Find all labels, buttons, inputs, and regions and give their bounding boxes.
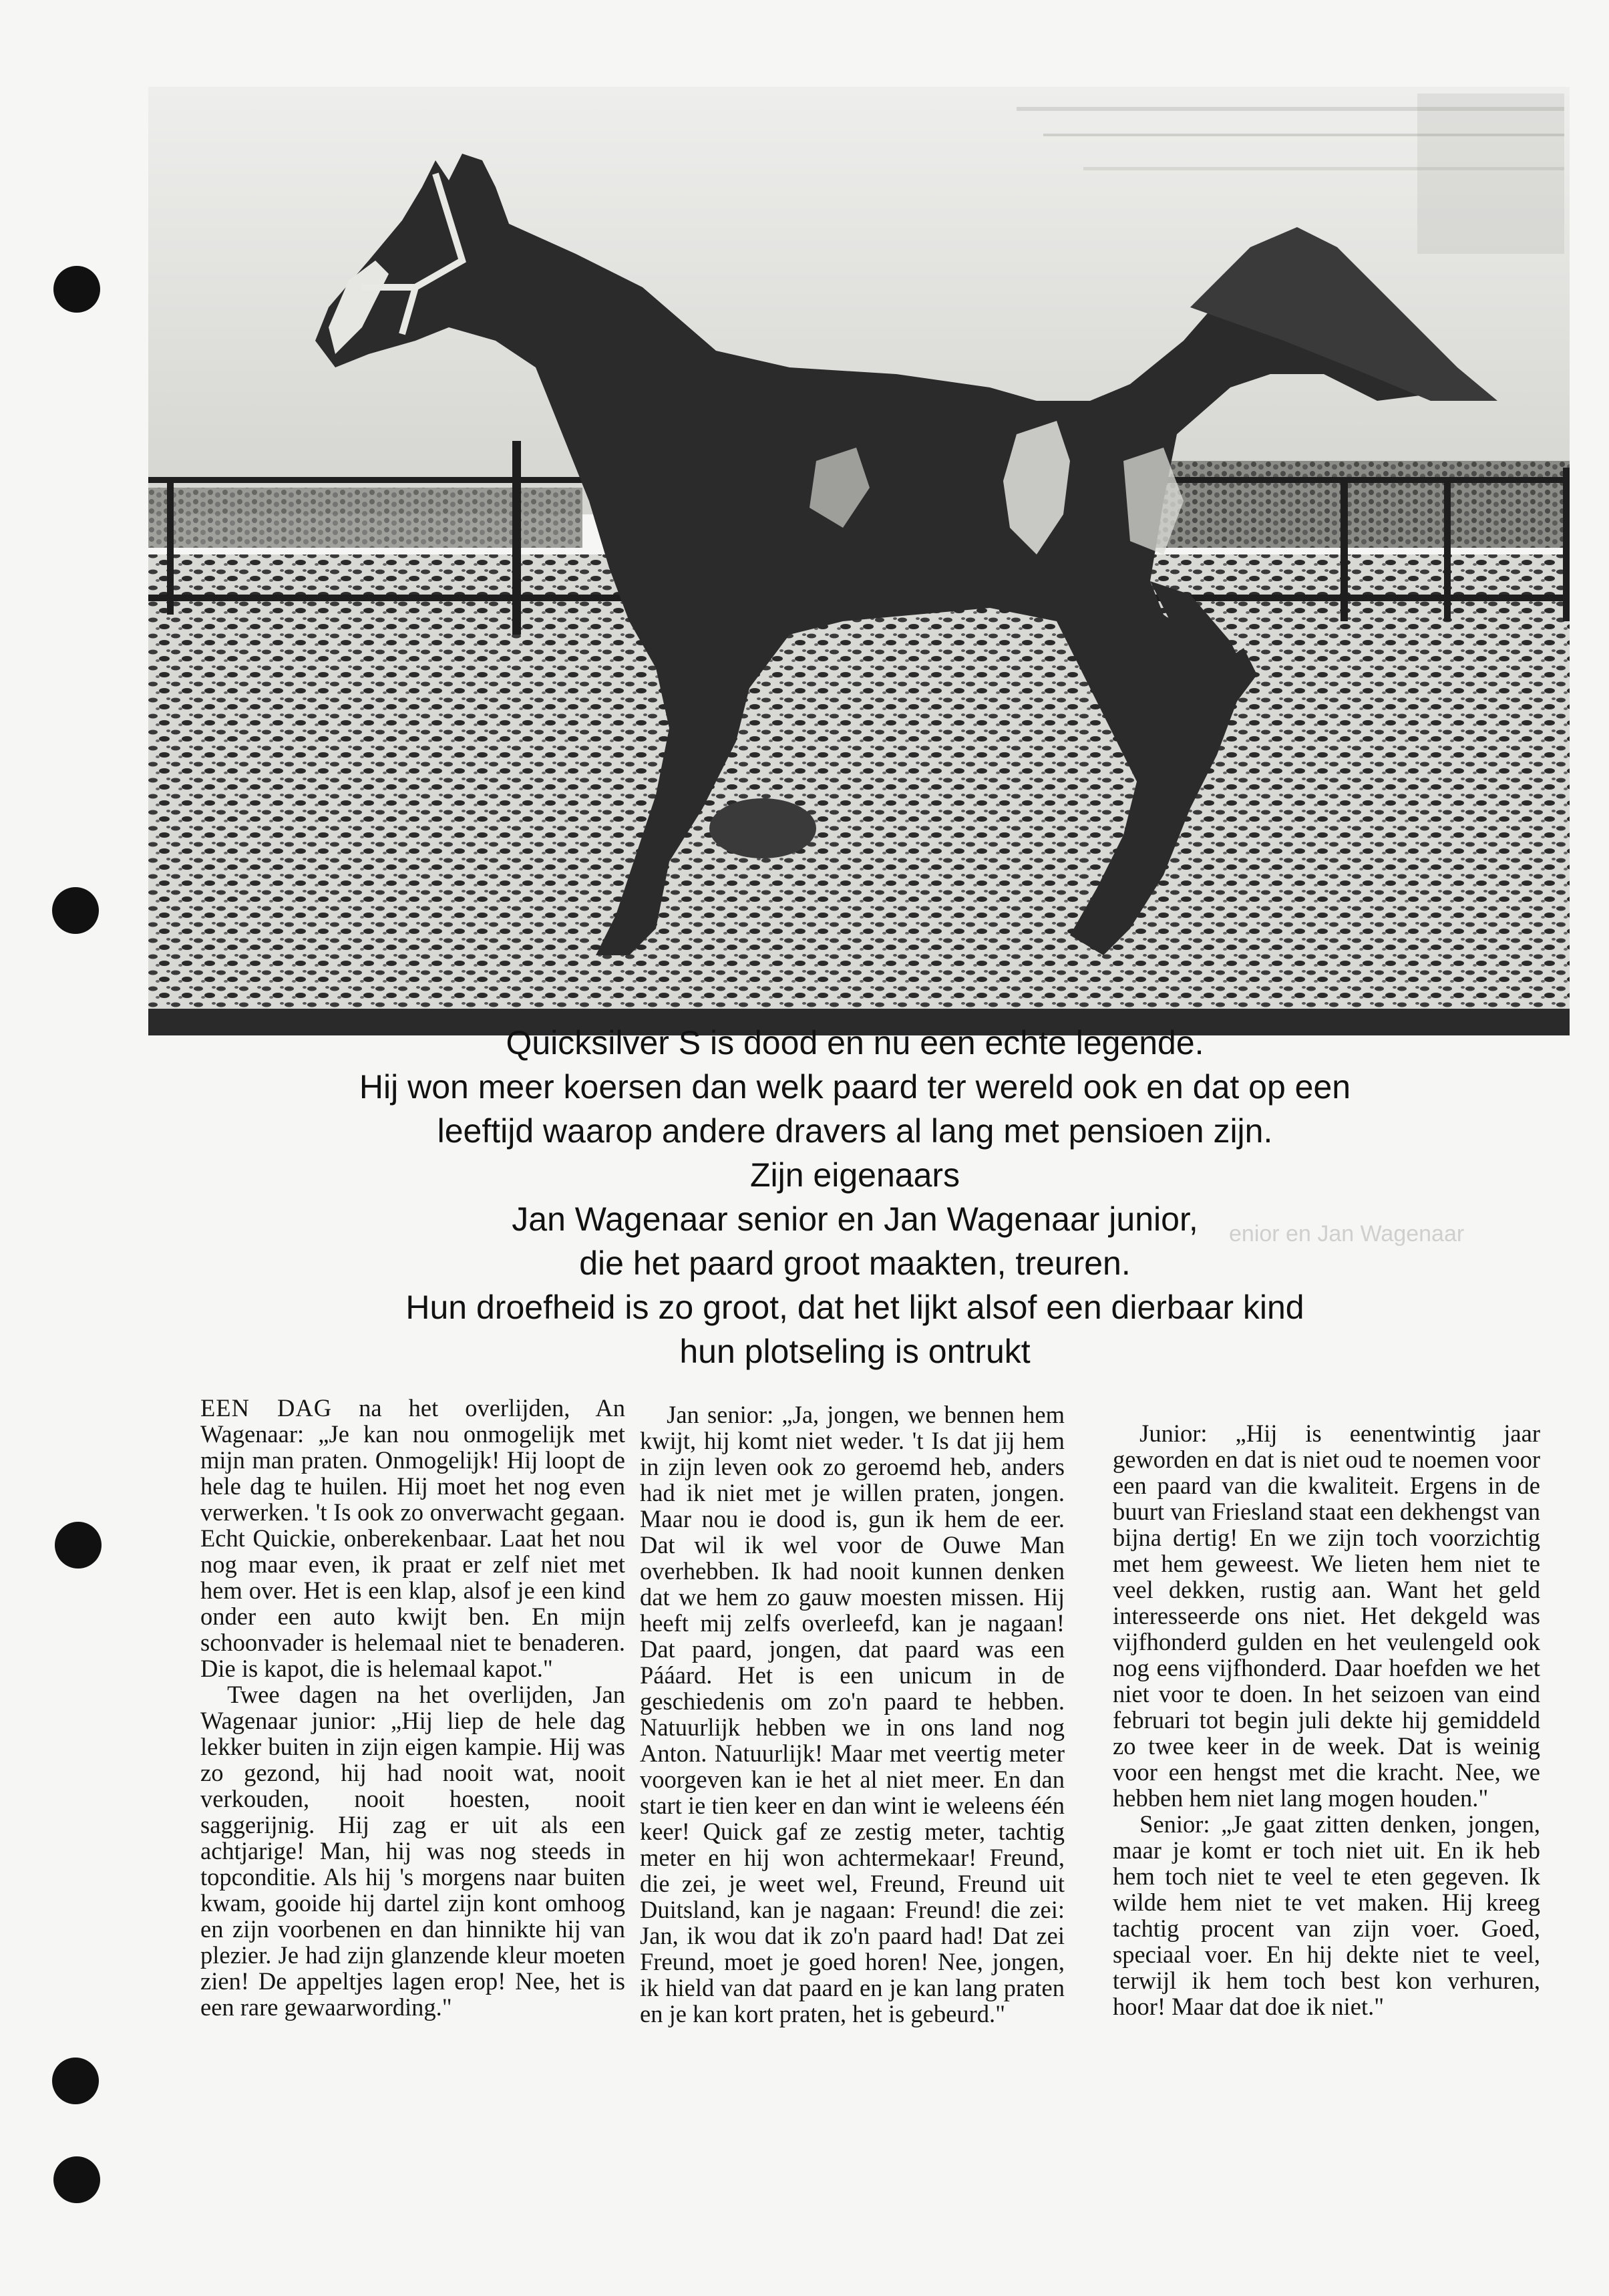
punch-hole-1 (53, 266, 100, 313)
column-3-paragraph-1: Junior: „Hij is eenentwintig jaar geworden en dat is niet oud te noemen voor een paard van die kwaliteit. Ergens in de buurt van Friesland staat een dekhengst van bijna dertig! En we zijn toch voorzichtig met hem geweest. We lieten hem niet te veel dekken, rustig aan. Want het geld interesseerde ons niet. Het dekgeld was vijfhonderd gulden en het veulengeld ook nog eens vijfhonderd. Daar hoefden we het niet voor te doen. In het seizoen van eind februari tot begin juli dekte hij gemiddeld zo twee keer in de week. Dat is weinig voor een hengst met die kracht. Nee, we hebben hem niet lang mogen houden." (1113, 1420, 1540, 1812)
caption-line-5: Jan Wagenaar senior en Jan Wagenaar junior, (512, 1200, 1198, 1238)
punch-hole-3 (55, 1522, 102, 1569)
article-column-1 (200, 1395, 625, 2020)
column-1-paragraph-1-text: na het overlijden, An Wagenaar: „Je kan nou onmogelijk met mijn man praten. Onmogelijk! Hij loopt de hele dag te huilen. Hij moet het nog even verwerken. 't Is ook zo onverwacht gegaan. Echt Quickie, onberekenbaar. Laat het nou nog maar even, ik praat er zelf niet met hem over. Het is een klap, alsof je een kind onder een auto kwijt ben. En mijn schoonvader is helemaal niet te benaderen. Die is kapot, die is helemaal kapot." (200, 1394, 625, 1682)
caption-line-6: die het paard groot maakten, treuren. (579, 1245, 1131, 1282)
punch-hole-2 (52, 887, 99, 934)
caption-line-8: hun plotseling is ontrukt (679, 1333, 1031, 1370)
trees-right (1137, 461, 1570, 548)
bleed-through-text: enior en Jan Wagenaar (1229, 1221, 1465, 1247)
column-1-paragraph-1 (200, 1395, 625, 1681)
column-1-paragraph-2: Twee dagen na het overlijden, Jan Wagenaar junior: „Hij liep de hele dag lekker buiten in zijn eigen kampie. Hij was zo gezond, hij had nooit wat, nooit verkouden, nooit hoesten, nooit saggerijnig. Hij zag er uit als een achtjarige! Man, hij was nog steeds in topconditie. Als hij 's morgens naar buiten kwam, gooide hij dartel zijn kont omhoog en zijn voorbenen en dan hinnikte hij van plezier. Je had zijn glanzende kleur moeten zien! De appeltjes lagen erop! Nee, het is een rare gewaarwording." (200, 1681, 625, 2021)
article-column-3 (1113, 1420, 1540, 2019)
gravel-ground (148, 554, 1570, 1035)
column-3-paragraph-2: Senior: „Je gaat zitten denken, jongen, maar je komt er toch niet uit. En ik heb hem toch niet te veel te eten gegeven. Ik wilde hem niet te vet maken. Hij kreeg tachtig procent van zijn voer. Goed, speciaal voer. En hij dekte niet te veel, terwijl ik hem toch best kon verhuren, hoor! Maar dat doe ik niet." (1113, 1810, 1540, 2020)
caption-line-2: Hij won meer koersen dan welk paard ter wereld ook en dat op een (359, 1068, 1351, 1106)
punch-hole-4 (52, 2058, 99, 2104)
column-2-paragraph-1: Jan senior: „Ja, jongen, we bennen hem kwijt, hij komt niet weder. 't Is dat jij hem in zijn leven ook zo geroemd heb, anders had ik niet met je willen praten, jongen. Maar nou ie dood is, gun ik hem de eer. Dat wil ik wel voor de Ouwe Man overhebben. Ik had nooit kunnen denken dat we hem zo gauw moesten missen. Hij heeft mij zelfs overleefd, kan je nagaan! Dat paard, jongen, dat paard was een Pááard. Het is een unicum in de geschiedenis om zo'n paard te hebben. Natuurlijk hebben we in ons land nog Anton. Natuurlijk! Maar met veertig meter voorgeven kan ie het al niet meer. En dan start ie tien keer en dan wint ie weleens één keer! Quick gaf ze zestig meter, tachtig meter en hij won achtermekaar! Freund, die zei, je weet wel, Freund, Freund uit Duitsland, kan je nagaan: Freund! die zei: Jan, ik wou dat ik zo'n paard had! Dat zei Freund, moet je goed horen! Nee, jongen, ik hield van dat paard en je kan lang praten en je kan kort praten, het is gebeurd." (640, 1401, 1065, 2027)
caption-line-7: Hun droefheid is zo groot, dat het lijkt alsof een dierbaar kind (405, 1289, 1304, 1326)
ground-blotch (709, 798, 816, 858)
punch-hole-5 (53, 2156, 100, 2203)
caption-line-4: Zijn eigenaars (749, 1156, 960, 1194)
caption-line-3: leeftijd waarop andere dravers al lang met pensioen zijn. (437, 1112, 1273, 1150)
caption (200, 1021, 1509, 1373)
lead-words: EEN DAG (200, 1394, 333, 1422)
horse-photo (148, 87, 1570, 1035)
caption-line-1: Quicksilver S is dood en nu een echte legende. (506, 1024, 1204, 1061)
article-column-2 (640, 1402, 1065, 2027)
